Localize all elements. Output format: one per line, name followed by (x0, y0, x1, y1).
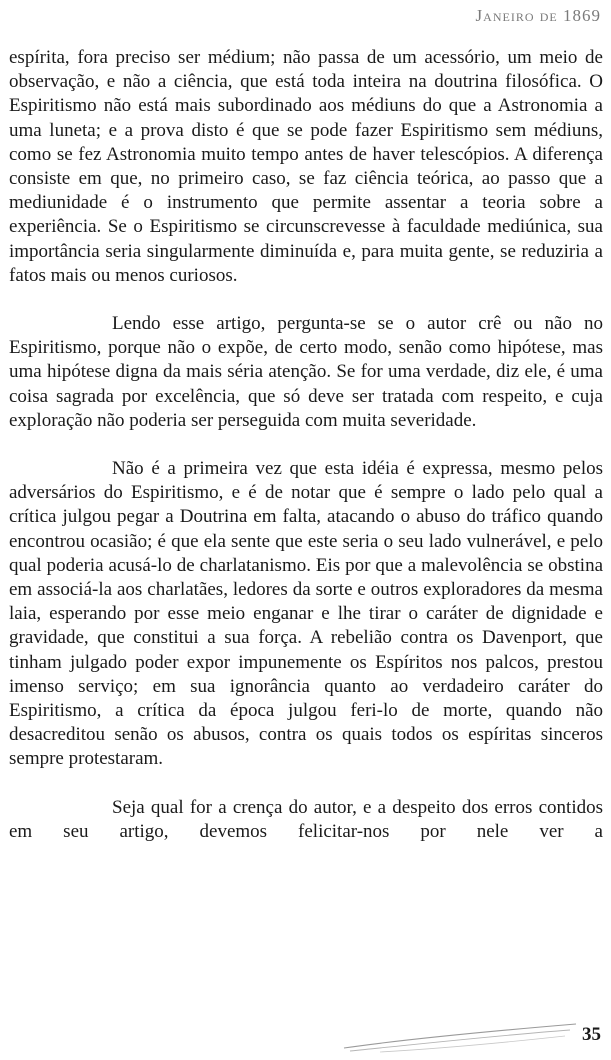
paragraph-1: espírita, fora preciso ser médium; não passa de um acessório, um meio de observação, e não a ciência, que está toda inteira na doutrina filosófica. O Espiritismo não está mais subordinado aos médiuns do que a Astronomia a uma luneta; e a prova disto é que se pode fazer Espiritismo sem médiuns, como se fez Astronomia muito tempo antes de haver telescópios. A diferença consiste em que, no primeiro caso, se faz ciência teórica, ao passo que a mediunidade é o instrumento que permite assentar a teoria sobre a experiência. Se o Espiritismo se circunscrevesse à faculdade mediúnica, sua importância seria singularmente diminuída e, para muita gente, se reduziria a fatos mais ou menos curiosos. (9, 47, 603, 286)
page-body (9, 46, 603, 868)
paragraph-4: Seja qual for a crença do autor, e a despeito dos erros contidos em seu artigo, devemos felicitar-nos por nele ver a (9, 796, 603, 842)
running-header: Janeiro de 1869 (475, 6, 601, 25)
decorative-swoosh-icon (340, 1018, 580, 1054)
paragraph-3: Não é a primeira vez que esta idéia é expressa, mesmo pelos adversários do Espiritismo, e é de notar que é sempre o lado pelo qual a crítica julgou pegar a Doutrina em falta, atacando o abuso do tráfico quando encontrou ocasião; é que ela sente que este seria o seu lado vulnerável, e pelo qual poderia acusá-lo de charlatanismo. Eis por que a malevolência se obstina em associá-la aos charlatães, ledores da sorte e outros exploradores da mesma laia, esperando por esse meio enganar e lhe tirar o caráter de dignidade e gravidade, que constitui a sua força. A rebelião contra os Davenport, que tinham julgado poder expor impunemente os Espíritos nos palcos, prestou imenso serviço; em sua ignorância quanto ao verdadeiro caráter do Espiritismo, a crítica da época julgou feri-lo de morte, quando não desacreditou senão os abusos, contra os quais todos os espíritas sinceros sempre protestaram. (9, 458, 603, 770)
paragraph-2: Lendo esse artigo, pergunta-se se o autor crê ou não no Espiritismo, porque não o expõe, de certo modo, senão como hipótese, mas uma hipótese digna da mais séria atenção. Se for uma verdade, diz ele, é uma coisa sagrada por excelência, que só deve ser tratada com respeito, e cuja exploração não poderia ser perseguida com muita severidade. (9, 313, 603, 431)
page-number: 35 (582, 1024, 601, 1045)
